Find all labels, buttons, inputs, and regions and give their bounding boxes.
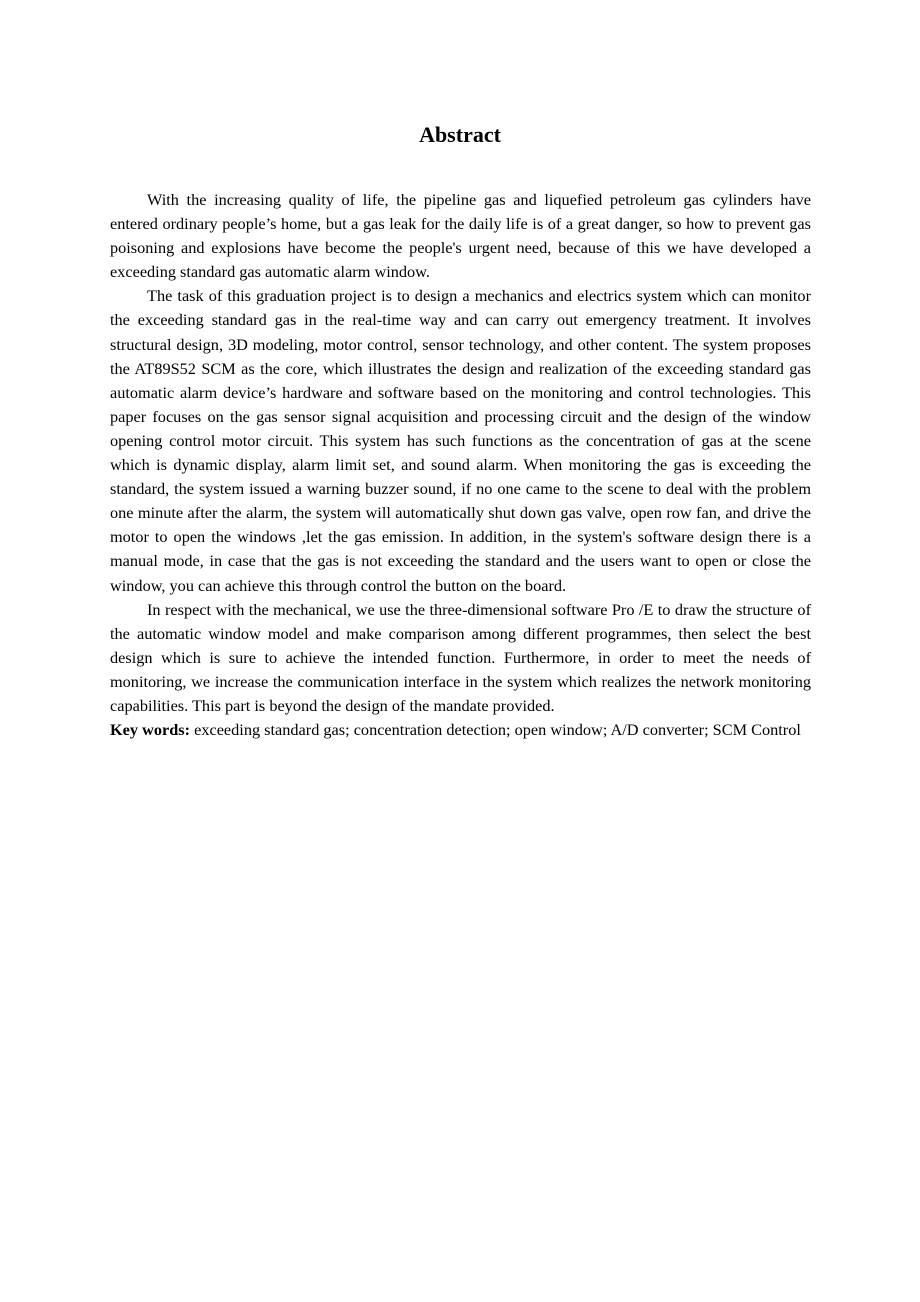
keywords-line <box>110 718 811 742</box>
abstract-body <box>110 188 811 742</box>
abstract-paragraph-3: In respect with the mechanical, we use the three-dimensional software Pro /E to draw the structure of the automatic window model and make comparison among different programmes, then select the best design which is sure to achieve the intended function. Furthermore, in order to meet the needs of monitoring, we increase the communication interface in the system which realizes the network monitoring capabilities. This part is beyond the design of the mandate provided. <box>110 599 811 715</box>
abstract-paragraph-2: The task of this graduation project is to design a mechanics and electrics system which can monitor the exceeding standard gas in the real-time way and can carry out emergency treatment. It involves structural design, 3D modeling, motor control, sensor technology, and other content. The system proposes the AT89S52 SCM as the core, which illustrates the design and realization of the exceeding standard gas automatic alarm device’s hardware and software based on the monitoring and control technologies. This paper focuses on the gas sensor signal acquisition and processing circuit and the design of the window opening control motor circuit. This system has such functions as the concentration of gas at the scene which is dynamic display, alarm limit set, and sound alarm. When monitoring the gas is exceeding the standard, the system issued a warning buzzer sound, if no one came to the scene to deal with the problem one minute after the alarm, the system will automatically shut down gas valve, open row fan, and drive the motor to open the windows ,let the gas emission. In addition, in the system's software design there is a manual mode, in case that the gas is not exceeding the standard and the users want to open or close the window, you can achieve this through control the button on the board. <box>110 286 811 595</box>
page-title: Abstract <box>419 122 501 147</box>
abstract-paragraph-1: With the increasing quality of life, the pipeline gas and liquefied petroleum gas cylinders have entered ordinary people’s home, but a gas leak for the daily life is of a great danger, so how to prevent gas poisoning and explosions have become the people's urgent need, because of this we have developed a exceeding standard gas automatic alarm window. <box>110 190 811 282</box>
keywords-label: Key words: <box>110 720 191 740</box>
keywords-text: exceeding standard gas; concentration detection; open window; A/D converter; SCM Control <box>190 720 801 740</box>
